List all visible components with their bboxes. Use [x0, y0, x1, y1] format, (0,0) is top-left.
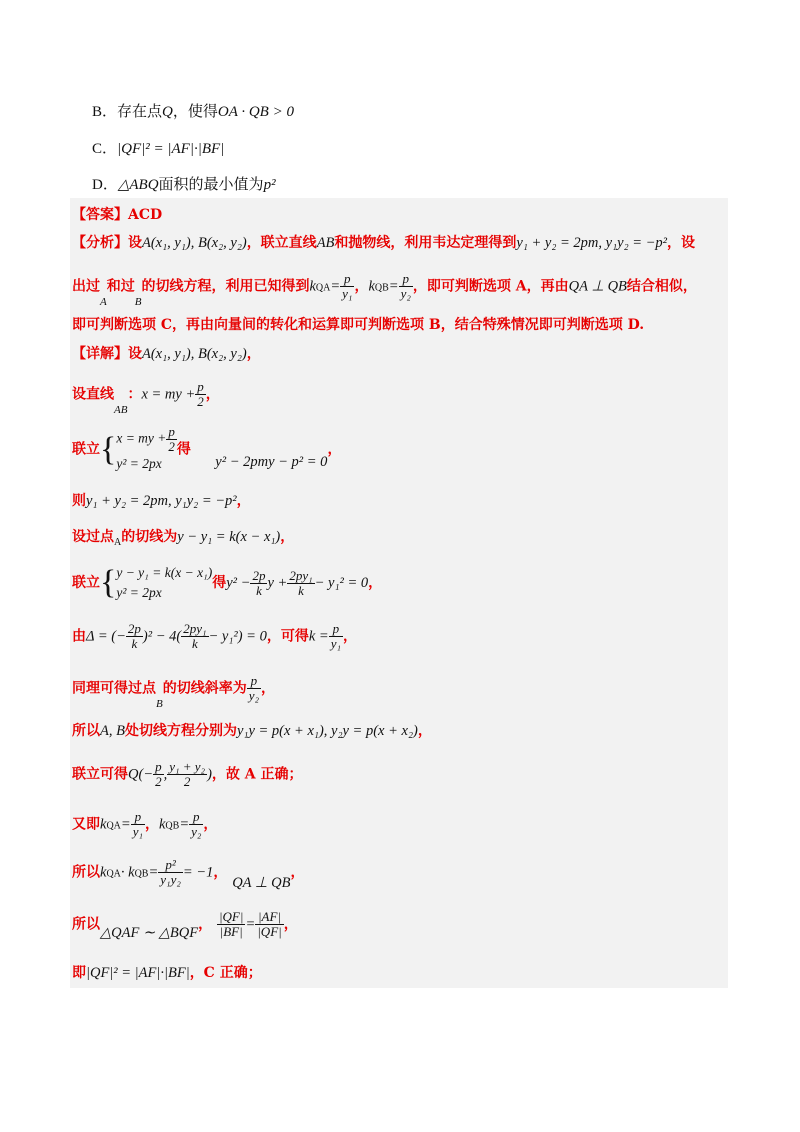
detail-math: y₁y = p(x + x₁), y₂y = p(x + x₂) [236, 723, 418, 739]
detail-frac [167, 760, 207, 789]
analysis-text: 和抛物线，利用韦达定理得到 [334, 235, 517, 251]
analysis-math-sub: QB [374, 282, 389, 294]
detail-math: − y₁² = 0 [314, 575, 369, 591]
detail-frac [181, 622, 208, 651]
frac-num: p [197, 379, 204, 394]
analysis-frac [399, 272, 413, 301]
analysis-text: 结合相似， [626, 278, 697, 295]
detail-math: = [148, 864, 159, 881]
option-b [92, 100, 294, 121]
frac-num: |AF| [257, 909, 281, 924]
frac-den: 2 [167, 774, 207, 789]
frac-den: |QF| [257, 924, 282, 939]
detail-math: y − y₁ = k(x − x₁) [177, 529, 281, 545]
detail-text: ， [343, 628, 358, 645]
option-d-expr: △ABQ [117, 177, 159, 193]
detail-text: ， [283, 916, 298, 933]
detail-text: 的切线为 [121, 529, 178, 545]
detail-math-sub: QB [165, 820, 180, 832]
detail-math: A, B [100, 723, 125, 739]
option-d-text: 面积的最小值为 [158, 177, 264, 193]
detail-math: = −1 [182, 864, 214, 881]
detail-text: 处切线方程分别为 [124, 723, 237, 739]
frac-num: 2p [127, 621, 141, 636]
frac-num: p [155, 759, 162, 774]
detail-text: ， [327, 441, 342, 458]
option-b-expr: OA · QB > 0 [217, 104, 294, 120]
analysis-line-1 [72, 232, 695, 252]
system-brace: { [100, 564, 117, 601]
frac-num: p [332, 621, 340, 636]
option-c-expr: |QF|² = |AF|·|BF| [117, 141, 225, 157]
frac-den: 2 [197, 394, 204, 409]
detail-text: ， [213, 864, 228, 881]
detail-math: k = [308, 628, 329, 645]
equation-system [116, 563, 212, 603]
option-d-val: p² [263, 177, 276, 193]
detail-math: · k [120, 864, 135, 881]
analysis-math-sub: QA [315, 282, 331, 294]
frac-num: p [402, 271, 409, 286]
detail-text: 由 [72, 628, 86, 645]
detail-line-14 [72, 962, 262, 982]
frac-den: y₁ [132, 824, 143, 839]
detail-text: ，可得 [266, 628, 309, 645]
detail-text: ，C 正确； [189, 965, 262, 981]
analysis-label: 【分析】 [72, 235, 128, 251]
detail-text: ， [205, 386, 220, 403]
detail-frac [195, 380, 206, 409]
answer-label: 【答案】 [72, 207, 128, 223]
detail-text: 则 [72, 493, 86, 509]
frac-num: p [344, 271, 351, 286]
detail-text: 即 [72, 965, 86, 981]
sys-eq: y − y₁ = k(x − x₁) [116, 565, 213, 580]
frac-den: y₁ [342, 286, 353, 301]
detail-math: Δ = (− [86, 628, 126, 645]
analysis-math: y₁ + y₂ = 2pm, y₁y₂ = −p² [516, 235, 668, 251]
detail-math: △QAF ∼ △BQF [100, 924, 199, 941]
detail-math: Q(− [128, 766, 154, 783]
detail-text: ， [246, 346, 261, 362]
frac-num: 2py₁ [289, 567, 313, 583]
analysis-math: AB [316, 235, 335, 251]
option-c-prefix: C． [92, 141, 118, 157]
detail-math: k [100, 816, 107, 833]
detail-line-4 [72, 490, 251, 510]
analysis-text: ，即可判断选项 A，再由 [412, 278, 569, 295]
detail-math: k [100, 864, 107, 881]
detail-math: k [158, 816, 166, 833]
system-brace: { [100, 430, 117, 468]
detail-math: y² − 2pmy − p² = 0 [215, 453, 328, 470]
option-b-prefix: B．存在点 [92, 104, 163, 120]
detail-line-6 [72, 563, 382, 603]
detail-text: 得 [212, 575, 227, 591]
detail-line-5 [72, 526, 294, 546]
detail-text: 所以 [72, 723, 100, 739]
option-d-prefix: D． [92, 177, 118, 193]
sys-eq: y² = 2px [116, 456, 162, 471]
detail-math-sub: QA [106, 820, 121, 832]
detail-line-8 [72, 673, 276, 710]
detail-line-2 [72, 379, 220, 416]
detail-text: 联立 [72, 441, 100, 458]
frac-num: 2p [252, 567, 266, 583]
detail-frac [250, 569, 267, 598]
frac-den: y₂ [248, 688, 260, 703]
sys-eq: x = my + [116, 430, 167, 446]
analysis-math: A(x₁, y₁), B(x₂, y₂) [142, 235, 247, 251]
detail-math-sub: AB [114, 403, 128, 416]
frac-den: k [250, 583, 267, 598]
detail-math-sub: QB [134, 868, 149, 880]
analysis-line-2 [72, 271, 697, 308]
frac-den: k [287, 583, 314, 598]
detail-text: ， [290, 864, 305, 881]
detail-text: 设过点 [72, 529, 114, 545]
answer-line [72, 204, 162, 224]
frac-den: y₂ [400, 286, 411, 301]
detail-math: − y₁²) = 0 [208, 628, 267, 645]
detail-frac [131, 810, 145, 839]
frac-num: 2py₁ [183, 621, 207, 636]
detail-text: 联立 [72, 575, 100, 591]
frac-den: 2 [155, 774, 162, 789]
frac-num: y₁ + y₂ [169, 759, 206, 774]
detail-frac [153, 760, 164, 789]
analysis-math: = [388, 278, 399, 295]
detail-math: = [120, 816, 131, 833]
detail-frac [166, 425, 177, 454]
analysis-math: k [309, 278, 316, 295]
detail-frac [217, 910, 245, 939]
option-d [92, 173, 276, 194]
detail-math: A(x₁, y₁), B(x₂, y₂) [142, 346, 247, 362]
detail-frac [329, 622, 343, 651]
detail-text: ： [127, 386, 142, 403]
detail-text: 设 [128, 346, 142, 362]
analysis-text: 和过 [106, 278, 135, 295]
detail-math-sub: A [114, 537, 122, 548]
frac-den: y₁y₂ [160, 872, 181, 887]
detail-frac [247, 674, 261, 703]
frac-den: y₂ [191, 824, 202, 839]
detail-line-11 [72, 810, 217, 839]
analysis-point-a: A [100, 295, 107, 308]
detail-math: )² − 4( [142, 628, 182, 645]
detail-text: ，故 A 正确； [211, 766, 303, 783]
detail-text: ， [280, 529, 295, 545]
analysis-math: k [368, 278, 375, 295]
detail-frac [255, 910, 283, 939]
detail-math: |QF|² = |AF|·|BF| [86, 965, 190, 981]
frac-num: p² [165, 857, 176, 872]
detail-line-1 [72, 343, 261, 363]
detail-math-sub: B [156, 697, 163, 710]
frac-den: k [126, 636, 143, 651]
analysis-text: 设 [128, 235, 142, 251]
option-b-mid: ，使得 [172, 104, 218, 120]
detail-text: ， [236, 493, 251, 509]
detail-text: ， [417, 723, 432, 739]
detail-frac [189, 810, 203, 839]
frac-den: 2 [168, 439, 175, 454]
option-c [92, 137, 224, 158]
detail-text: 又即 [72, 816, 100, 833]
detail-text: ， [261, 680, 276, 697]
option-b-var: Q [162, 104, 173, 120]
detail-frac [158, 858, 183, 887]
analysis-frac [340, 272, 354, 301]
detail-math: QA ⊥ QB [232, 874, 291, 891]
detail-math: y + [267, 575, 288, 591]
detail-frac [287, 569, 314, 598]
detail-text: 联立可得 [72, 766, 128, 783]
detail-text: 设直线 [72, 386, 114, 403]
analysis-text: ，联立直线 [246, 235, 317, 251]
detail-math: y² − [226, 575, 251, 591]
detail-line-13 [72, 910, 298, 939]
analysis-point-b: B [134, 295, 142, 308]
detail-line-7 [72, 622, 357, 651]
detail-text: 的切线斜率为 [162, 680, 247, 697]
detail-math: = [245, 916, 256, 933]
analysis-text: ，设 [667, 235, 696, 251]
detail-math: y₁ + y₂ = 2pm, y₁y₂ = −p² [86, 493, 237, 509]
frac-num: p [193, 809, 200, 824]
detail-line-12 [72, 857, 305, 891]
detail-text: 所以 [72, 916, 100, 933]
frac-num: |QF| [218, 909, 244, 924]
detail-text: 得 [176, 441, 191, 458]
detail-frac [126, 622, 143, 651]
detail-math: , [163, 766, 168, 783]
detail-math: x = my + [141, 386, 196, 403]
detail-math: = [179, 816, 190, 833]
detail-text: ， [203, 816, 218, 833]
detail-text: ， [368, 575, 383, 591]
analysis-text: 的切线方程，利用已知得到 [141, 278, 310, 295]
equation-system [116, 425, 177, 474]
frac-den: |BF| [217, 924, 245, 939]
analysis-text: ， [354, 278, 369, 295]
analysis-math: QA ⊥ QB [568, 278, 627, 295]
frac-den: y₁ [330, 636, 342, 651]
detail-text: ， [144, 816, 159, 833]
analysis-line-3: 即可判断选项 C，再由向量间的转化和运算即可判断选项 B，结合特殊情况即可判断选项 D. [72, 317, 645, 333]
frac-num: p [168, 424, 175, 439]
detail-math-sub: QA [106, 868, 121, 880]
analysis-text: 出过 [72, 278, 100, 295]
detail-math: ) [207, 766, 212, 783]
detail-text: 所以 [72, 864, 100, 881]
analysis-math: = [330, 278, 341, 295]
frac-num: p [134, 809, 142, 824]
detail-label: 【详解】 [72, 346, 128, 362]
detail-line-3 [72, 425, 341, 474]
detail-line-10 [72, 760, 303, 789]
detail-line-9 [72, 720, 432, 740]
frac-den: k [181, 636, 208, 651]
frac-num: p [250, 673, 258, 688]
answer-value: ACD [128, 207, 163, 223]
detail-text: 同理可得过点 [72, 680, 156, 697]
sys-eq: y² = 2px [116, 585, 162, 600]
detail-text: ， [198, 916, 213, 933]
